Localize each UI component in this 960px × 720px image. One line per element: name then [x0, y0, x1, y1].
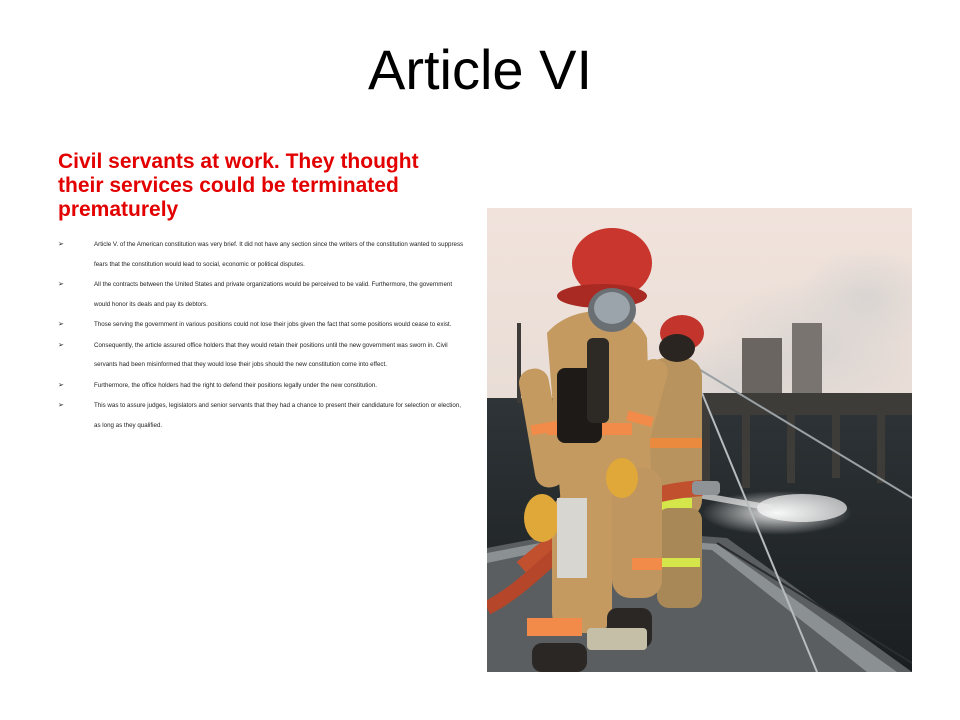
bullet-text: Consequently, the article assured office holders that they would retain their positions until the new government was sworn in. Civil servants had been misinformed that they would lose their jobs should the new constitution come into effect. — [94, 341, 448, 368]
firefighters-photo — [487, 208, 912, 672]
bullet-text: Furthermore, the office holders had the right to defend their positions legally under the new constitution. — [94, 381, 377, 389]
bullet-text: This was to assure judges, legislators and senior servants that they had a chance to present their candidature for selection or election, as long as they qualified. — [94, 402, 461, 429]
arrow-bullet-icon: ➢ — [58, 381, 64, 389]
bullet-list — [58, 235, 468, 436]
arrow-bullet-icon: ➢ — [58, 241, 64, 248]
bullet-item — [58, 396, 468, 435]
bullet-item — [58, 315, 468, 335]
arrow-bullet-icon: ➢ — [58, 402, 64, 409]
bullet-text: Article V. of the American constitution was very brief. It did not have any section since the writers of the constitution wanted to suppress fears that the constitution would lead to social, economic or political disputes. — [94, 241, 464, 268]
bullet-item — [58, 336, 468, 375]
bullet-text: Those serving the government in various positions could not lose their jobs given the fact that some positions would cease to exist. — [94, 321, 452, 328]
bullet-text: All the contracts between the United States and private organizations would be perceived to be valid. Furthermore, the government would honor its deals and pay its debtors. — [94, 281, 453, 308]
slide-title: Article VI — [367, 38, 593, 101]
arrow-bullet-icon: ➢ — [58, 341, 64, 349]
arrow-bullet-icon: ➢ — [58, 281, 64, 288]
slide-subheading: Civil servants at work. They thought their services could be terminated prematurely — [58, 150, 419, 221]
arrow-bullet-icon: ➢ — [58, 321, 64, 328]
bullet-item — [58, 275, 468, 314]
bullet-item — [58, 235, 468, 274]
bullet-item — [58, 376, 468, 396]
